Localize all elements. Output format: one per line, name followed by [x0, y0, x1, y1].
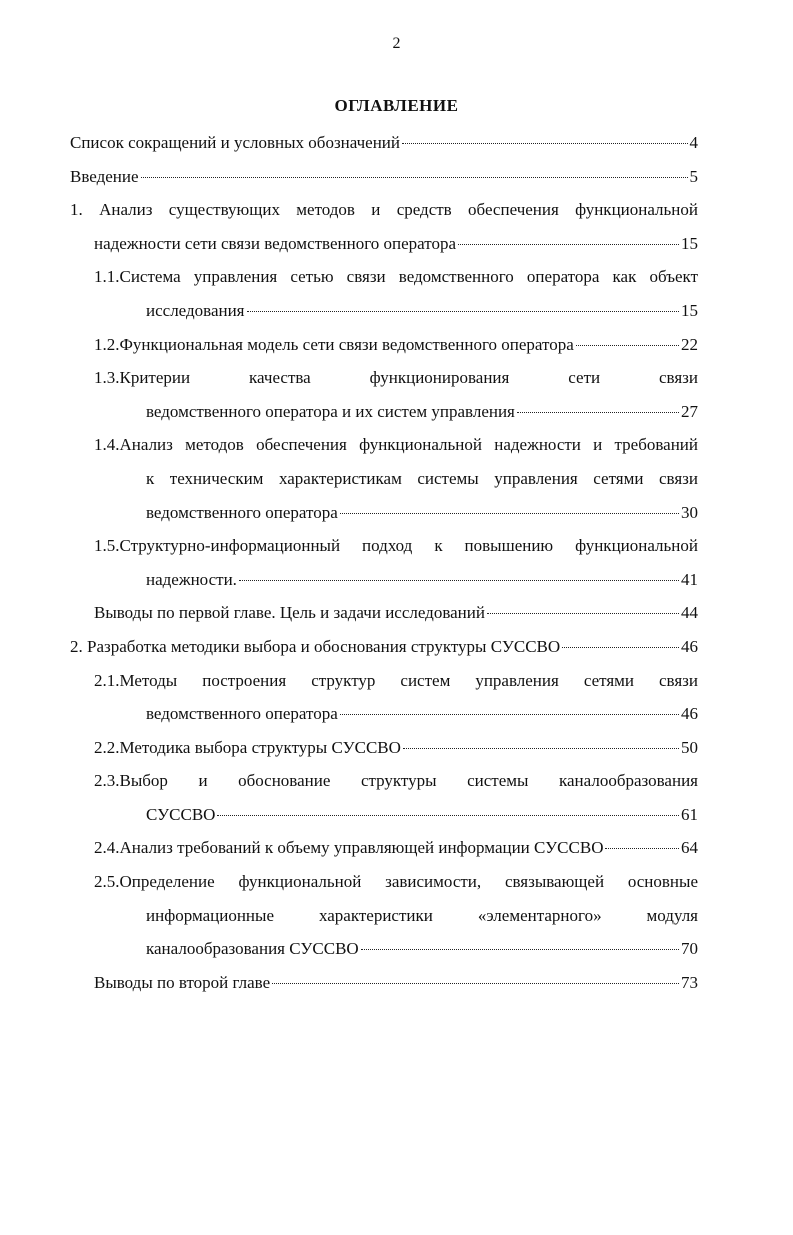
toc-entry-text: Выводы по первой главе. Цель и задачи исследований	[94, 603, 485, 623]
dot-leader	[247, 311, 679, 312]
toc-entry-text: 1.5.Структурно-информационный подход к повышению функциональной	[94, 536, 698, 556]
toc-page-number: 61	[681, 804, 698, 824]
toc-page-number: 41	[681, 569, 698, 589]
dot-leader	[605, 848, 679, 849]
toc-entry	[70, 193, 698, 260]
toc-entry-text: 2.4.Анализ требований к объему управляющей информации СУССВО	[94, 838, 604, 858]
dot-leader	[361, 949, 679, 950]
toc-entry	[70, 160, 698, 194]
toc-entry-text: Выводы по второй главе	[94, 972, 271, 992]
toc-entry	[70, 664, 698, 731]
toc-entry-text: ведомственного оператора	[146, 704, 338, 724]
dot-leader	[517, 412, 679, 413]
dot-leader	[458, 244, 679, 245]
toc-entry	[70, 764, 698, 831]
toc-entry-text: 2.5.Определение функциональной зависимости, связывающей основные	[94, 872, 698, 892]
toc-page-number: 27	[681, 401, 698, 421]
toc-entry-text: 1.2.Функциональная модель сети связи ведомственного оператора	[94, 334, 574, 354]
toc-entry-text: Список сокращений и условных обозначений	[70, 133, 401, 152]
toc-page-number: 64	[681, 838, 698, 858]
toc-entry-text: 2.3.Выбор и обоснование структуры системы каналообразования	[94, 771, 698, 791]
toc-entry-line	[70, 227, 698, 261]
toc-entry	[70, 361, 698, 428]
toc-page-number: 30	[681, 502, 698, 522]
page-number: 2	[392, 35, 401, 52]
toc-entry-text: надежности.	[146, 569, 237, 589]
toc-entry-text: каналообразования СУССВО	[146, 939, 359, 959]
toc-entry-text: исследования	[146, 300, 245, 320]
toc-entry-text: 2.1.Методы построения структур систем управления сетями связи	[94, 670, 698, 690]
toc-entry-text: СУССВО	[146, 804, 216, 824]
toc-entry-line	[94, 563, 698, 597]
toc-entry-text: 2.2.Методика выбора структуры СУССВО	[94, 737, 401, 757]
toc-entry-line	[94, 966, 698, 1000]
toc-entry-text: 2. Разработка методики выбора и обоснования структуры СУССВО	[70, 636, 561, 656]
toc-entry-text: к техническим характеристикам системы управления сетями связи	[146, 468, 698, 488]
toc-entry-line	[94, 932, 698, 966]
toc-page-number: 44	[681, 603, 698, 623]
toc-entry-text: 1.3.Критерии качества функционирования сети связи	[94, 368, 698, 388]
toc-entry-line	[94, 294, 698, 328]
toc-page-number: 4	[689, 133, 698, 152]
toc-entry	[70, 966, 698, 1000]
toc-entry-text: надежности сети связи ведомственного оператора	[94, 233, 457, 253]
dot-leader	[576, 345, 679, 346]
toc-page-number: 50	[681, 737, 698, 757]
toc-page-number: 73	[681, 972, 698, 992]
dot-leader	[217, 815, 679, 816]
toc-page-number: 15	[681, 233, 698, 253]
dot-leader	[340, 513, 679, 514]
toc-entry-text: 1. Анализ существующих методов и средств обеспечения функциональной	[70, 200, 698, 220]
dot-leader	[141, 177, 688, 178]
toc-entry-line	[94, 798, 698, 832]
toc-page-number: 46	[681, 636, 698, 656]
dot-leader	[272, 983, 679, 984]
toc-entry-text: 1.1.Система управления сетью связи ведомственного оператора как объект	[94, 267, 698, 287]
toc-entry	[70, 529, 698, 596]
toc-entry	[70, 731, 698, 765]
dot-leader	[562, 647, 679, 648]
toc-entry-line	[94, 596, 698, 630]
toc-entry	[70, 596, 698, 630]
toc-entry-line	[70, 126, 698, 160]
toc-entry	[70, 630, 698, 664]
toc-entry	[70, 126, 698, 160]
toc-page-number: 22	[681, 334, 698, 354]
toc-entry-line	[70, 160, 698, 194]
toc-entry-line	[94, 831, 698, 865]
toc-entry-line	[70, 630, 698, 664]
toc-entry-line	[94, 328, 698, 362]
toc-entry-line	[94, 395, 698, 429]
table-of-contents	[70, 126, 698, 999]
dot-leader	[340, 714, 679, 715]
dot-leader	[487, 613, 679, 614]
toc-entry-line	[94, 496, 698, 530]
toc-entry	[70, 428, 698, 529]
toc-entry-text: ведомственного оператора и их систем управления	[146, 401, 515, 421]
toc-entry-text: Введение	[70, 166, 139, 186]
toc-page-number: 5	[689, 166, 698, 186]
toc-title: ОГЛАВЛЕНИЕ	[334, 96, 459, 115]
toc-entry-line	[94, 731, 698, 765]
toc-entry	[70, 865, 698, 966]
toc-entry-text: информационные характеристики «элементарного» модуля	[146, 905, 698, 925]
toc-entry	[70, 831, 698, 865]
toc-entry-text: ведомственного оператора	[146, 502, 338, 522]
dot-leader	[403, 748, 679, 749]
dot-leader	[239, 580, 679, 581]
toc-page-number: 46	[681, 704, 698, 724]
toc-entry-text: 1.4.Анализ методов обеспечения функциональной надежности и требований	[94, 435, 698, 455]
toc-entry-line	[94, 697, 698, 731]
toc-page-number: 15	[681, 300, 698, 320]
toc-entry	[70, 328, 698, 362]
toc-page-number: 70	[681, 939, 698, 959]
dot-leader	[402, 143, 687, 144]
toc-entry	[70, 260, 698, 327]
